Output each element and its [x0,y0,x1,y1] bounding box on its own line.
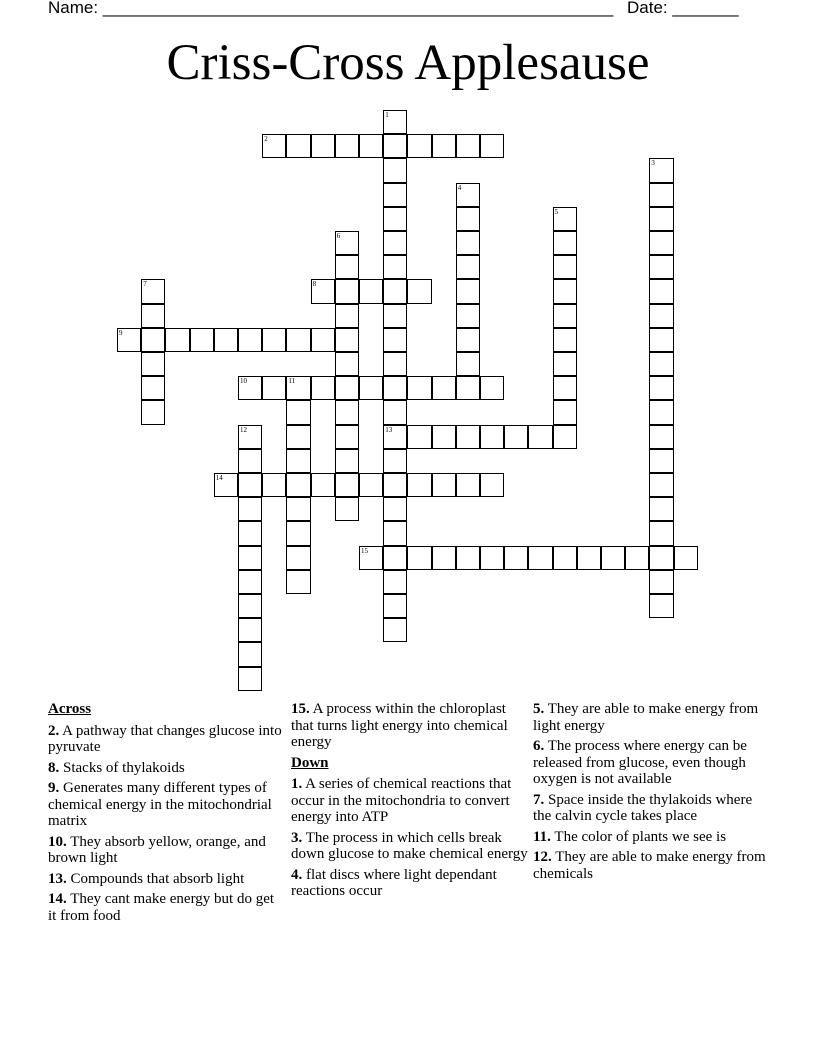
grid-cell[interactable] [553,352,577,376]
clue-across-8: 8. Stacks of thylakoids [48,759,185,776]
grid-cell[interactable] [190,328,214,352]
grid-cell[interactable] [238,328,262,352]
grid-cell[interactable] [456,304,480,328]
grid-cell[interactable] [238,570,262,594]
grid-cell[interactable] [649,473,673,497]
clue-down-12: 12. They are able to make energy from chemicals [533,849,766,882]
grid-cell[interactable] [553,231,577,255]
grid-cell[interactable] [456,425,480,449]
grid-cell[interactable] [262,328,286,352]
grid-cell[interactable] [649,376,673,400]
grid-cell[interactable] [504,546,528,570]
grid-cell[interactable] [432,425,456,449]
grid-cell[interactable] [456,352,480,376]
name-field-label: Name: ______________________________________________________ [48,0,614,17]
grid-cell[interactable] [238,376,262,400]
clue-down-5: 5. They are able to make energy from light energy [533,701,759,734]
grid-cell[interactable] [238,521,262,545]
grid-cell[interactable] [407,425,431,449]
grid-cell[interactable] [649,594,673,618]
grid-cell[interactable] [359,376,383,400]
grid-cell[interactable] [286,449,310,473]
clue-down-1: 1. A series of chemical reactions that occur in the mitochondria to convert energy into ATP [291,776,512,825]
grid-cell[interactable] [383,521,407,545]
grid-cell[interactable] [117,328,141,352]
clue-number: 2 [264,135,268,144]
grid-cell[interactable] [553,255,577,279]
grid-cell[interactable] [383,279,407,303]
clue-down-11: 11. The color of plants we see is [533,828,727,845]
grid-cell[interactable] [553,376,577,400]
clue-number: 5 [554,207,559,216]
grid-cell[interactable] [262,134,286,158]
grid-cell[interactable] [335,328,359,352]
grid-cell[interactable] [286,570,310,594]
grid-cell[interactable] [335,352,359,376]
grid-cell[interactable] [649,497,673,521]
grid-cell[interactable] [456,134,480,158]
grid-cell[interactable] [311,328,335,352]
grid-cell[interactable] [214,473,238,497]
grid-cell[interactable] [286,521,310,545]
grid-cell[interactable] [553,425,577,449]
grid-cell[interactable] [214,328,238,352]
grid-cell[interactable] [286,400,310,424]
grid-cell[interactable] [383,425,407,449]
clues-column-2 [291,701,529,904]
grid-cell[interactable] [649,279,673,303]
grid-cell[interactable] [456,183,480,207]
grid-cell[interactable] [456,207,480,231]
grid-cell[interactable] [456,279,480,303]
grid-cell[interactable] [553,328,577,352]
grid-cell[interactable] [383,400,407,424]
grid-cell[interactable] [432,473,456,497]
grid-cell[interactable] [456,473,480,497]
grid-cell[interactable] [383,594,407,618]
grid-cell[interactable] [286,328,310,352]
grid-cell[interactable] [238,425,262,449]
across-heading: Across [48,701,92,717]
grid-cell[interactable] [286,473,310,497]
clue-number: 14 [215,474,223,482]
grid-cell[interactable] [577,546,601,570]
grid-cell[interactable] [238,473,262,497]
clue-number: 6 [336,232,341,240]
grid-cell[interactable] [335,497,359,521]
clue-across-2: 2. A pathway that changes glucose into pyruvate [48,722,282,755]
grid-cell[interactable] [262,473,286,497]
grid-cell[interactable] [553,207,577,231]
grid-cell[interactable] [286,134,310,158]
grid-cell[interactable] [383,158,407,182]
grid-cell[interactable] [480,473,504,497]
clues-column-3 [533,701,773,886]
grid-cell[interactable] [528,425,552,449]
clue-number: 11 [288,377,296,386]
grid-cell[interactable] [432,134,456,158]
grid-cell[interactable] [141,279,165,303]
grid-cell[interactable] [649,546,673,570]
grid-cell[interactable] [335,255,359,279]
grid-cell[interactable] [553,304,577,328]
grid-cell[interactable] [383,110,407,134]
grid-cell[interactable] [238,594,262,618]
grid-cell[interactable] [383,183,407,207]
clue-number: 7 [143,280,147,289]
clue-across-15: 15. A process within the chloroplast that turns light energy into chemical energy [291,701,508,750]
grid-cell[interactable] [383,449,407,473]
grid-cell[interactable] [480,425,504,449]
grid-cell[interactable] [649,158,673,182]
grid-cell[interactable] [141,352,165,376]
grid-cell[interactable] [335,425,359,449]
clue-down-7: 7. Space inside the thylakoids where the calvin cycle takes place [533,791,753,824]
grid-cell[interactable] [238,618,262,642]
grid-cell[interactable] [456,255,480,279]
clue-number: 1 [385,111,389,119]
grid-cell[interactable] [238,546,262,570]
grid-cell[interactable] [649,352,673,376]
clue-number: 3 [651,159,655,168]
grid-cell[interactable] [553,400,577,424]
grid-cell[interactable] [456,376,480,400]
grid-cell[interactable] [286,497,310,521]
clues-column-1 [48,701,284,928]
page-title: Criss-Cross Applesause [166,35,650,91]
grid-cell[interactable] [407,546,431,570]
grid-cell[interactable] [649,521,673,545]
grid-cell[interactable] [528,546,552,570]
grid-cell[interactable] [649,425,673,449]
grid-cell[interactable] [383,255,407,279]
grid-cell[interactable] [383,328,407,352]
clue-across-9: 9. Generates many different types of chemical energy in the mitochondrial matrix [48,780,272,829]
grid-cell[interactable] [238,667,262,691]
grid-cell[interactable] [649,328,673,352]
grid-cell[interactable] [383,134,407,158]
clue-across-14: 14. They cant make energy but do get it from food [48,891,275,924]
grid-cell[interactable] [480,134,504,158]
clue-number: 13 [385,425,393,434]
grid-cell[interactable] [553,279,577,303]
clue-number: 10 [240,377,247,386]
grid-cell[interactable] [456,546,480,570]
grid-cell[interactable] [238,497,262,521]
clue-number: 4 [457,183,462,192]
grid-cell[interactable] [649,183,673,207]
grid-cell[interactable] [165,328,189,352]
grid-cell[interactable] [335,304,359,328]
grid-cell[interactable] [383,207,407,231]
grid-cell[interactable] [335,376,359,400]
grid-cell[interactable] [383,570,407,594]
grid-cell[interactable] [383,618,407,642]
clue-across-13: 13. Compounds that absorb light [48,870,245,887]
grid-cell[interactable] [407,376,431,400]
clue-number: 9 [119,328,123,337]
grid-cell[interactable] [335,449,359,473]
clue-down-3: 3. The process in which cells break down glucose to make chemical energy [291,829,528,862]
grid-cell[interactable] [383,546,407,570]
grid-cell[interactable] [383,376,407,400]
grid-cell[interactable] [432,546,456,570]
grid-cell[interactable] [383,231,407,255]
grid-cell[interactable] [311,376,335,400]
grid-cell[interactable] [286,546,310,570]
grid-cell[interactable] [359,279,383,303]
grid-cell[interactable] [335,134,359,158]
grid-cell[interactable] [359,134,383,158]
grid-cell[interactable] [480,546,504,570]
grid-cell[interactable] [649,255,673,279]
grid-cell[interactable] [286,425,310,449]
grid-cell[interactable] [335,231,359,255]
grid-cell[interactable] [383,473,407,497]
grid-cell[interactable] [359,546,383,570]
grid-cell[interactable] [625,546,649,570]
grid-cell[interactable] [311,134,335,158]
clue-number: 8 [312,280,317,289]
grid-cell[interactable] [553,546,577,570]
grid-cell[interactable] [456,328,480,352]
grid-cell[interactable] [674,546,698,570]
grid-cell[interactable] [383,304,407,328]
grid-cell[interactable] [383,352,407,376]
clue-down-4: 4. flat discs where light dependant reactions occur [291,866,497,899]
grid-cell[interactable] [141,400,165,424]
grid-cell[interactable] [601,546,625,570]
date-field-label: Date: _______ [627,0,739,17]
grid-cell[interactable] [311,279,335,303]
grid-cell[interactable] [407,473,431,497]
down-heading: Down [291,754,329,771]
grid-cell[interactable] [311,473,335,497]
grid-cell[interactable] [141,376,165,400]
grid-cell[interactable] [432,376,456,400]
grid-cell[interactable] [407,134,431,158]
grid-cell[interactable] [238,642,262,666]
clue-number: 15 [361,546,368,555]
grid-cell[interactable] [649,449,673,473]
grid-cell[interactable] [286,376,310,400]
grid-cell[interactable] [335,279,359,303]
grid-cell[interactable] [504,425,528,449]
grid-cell[interactable] [335,400,359,424]
grid-cell[interactable] [262,376,286,400]
grid-cell[interactable] [480,376,504,400]
grid-cell[interactable] [383,497,407,521]
grid-cell[interactable] [649,304,673,328]
grid-cell[interactable] [335,473,359,497]
grid-cell[interactable] [141,328,165,352]
grid-cell[interactable] [359,473,383,497]
grid-cell[interactable] [141,304,165,328]
grid-cell[interactable] [456,231,480,255]
clue-number: 12 [240,425,247,434]
clue-across-10: 10. They absorb yellow, orange, and brown light [48,833,266,866]
grid-cell[interactable] [649,570,673,594]
clue-down-6: 6. The process where energy can be released from glucose, even though oxygen is not available [533,738,747,787]
grid-cell[interactable] [238,449,262,473]
grid-cell[interactable] [649,231,673,255]
grid-cell[interactable] [649,207,673,231]
grid-cell[interactable] [649,400,673,424]
grid-cell[interactable] [407,279,431,303]
